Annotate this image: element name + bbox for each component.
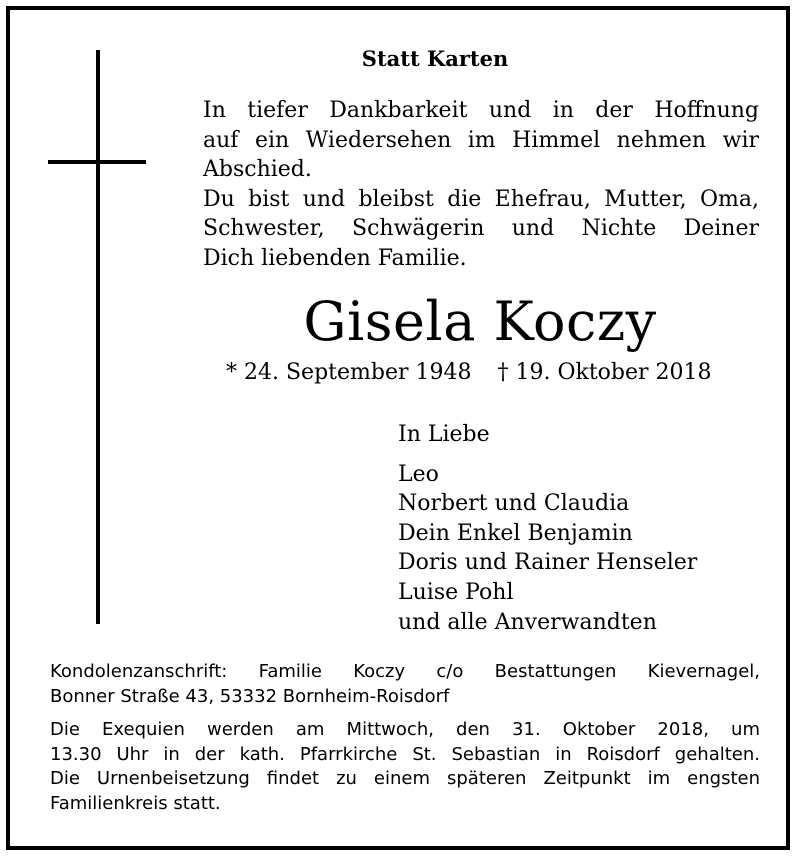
intro-line: Dich liebenden Familie.: [203, 245, 467, 271]
mourner-name: Leo: [398, 461, 439, 487]
deceased-name: Gisela Koczy: [303, 290, 657, 353]
birth-date: * 24. September 1948: [226, 360, 472, 385]
intro-line: auf ein Wiedersehen im Himmel nehmen wir: [203, 127, 759, 153]
mourner-name: Norbert und Claudia: [398, 491, 630, 517]
intro-line: In tiefer Dankbarkeit und in der Hoffnung: [203, 98, 759, 123]
service-line: Die Exequien werden am Mittwoch, den 31. Oktober 2018, um: [50, 719, 760, 740]
footer-info: [50, 660, 760, 816]
intro-text: [203, 96, 759, 273]
mourner-name: Dein Enkel Benjamin: [398, 520, 633, 546]
obituary-notice: [6, 6, 790, 850]
service-line: Die Urnenbeisetzung findet zu einem späteren Zeitpunkt im engsten: [50, 768, 760, 789]
mourner-name: Doris und Rainer Henseler: [398, 550, 698, 576]
cross-icon-vertical: [96, 50, 100, 624]
intro-line: Du bist und bleibst die Ehefrau, Mutter, Oma,: [203, 186, 759, 212]
mourner-name: Luise Pohl: [398, 579, 514, 605]
mourner-name: und alle Anverwandten: [398, 609, 657, 635]
service-line: 13.30 Uhr in der kath. Pfarrkirche St. Sebastian in Roisdorf gehalten.: [50, 743, 760, 765]
life-dates: [226, 360, 712, 385]
mourners-intro: In Liebe: [398, 422, 490, 447]
cross-icon-horizontal: [48, 160, 146, 164]
intro-line: Schwester, Schwägerin und Nichte Deiner: [203, 216, 759, 241]
condolence-line: Bonner Straße 43, 53332 Bornheim-Roisdorf: [50, 685, 450, 707]
service-line: Familienkreis statt.: [50, 792, 221, 814]
death-date: † 19. Oktober 2018: [497, 360, 712, 385]
condolence-line: Kondolenzanschrift: Familie Koczy c/o Bestattungen Kievernagel,: [50, 661, 760, 682]
notice-heading: Statt Karten: [361, 46, 509, 71]
mourners-list: [398, 420, 697, 637]
intro-line: Abschied.: [203, 157, 312, 182]
